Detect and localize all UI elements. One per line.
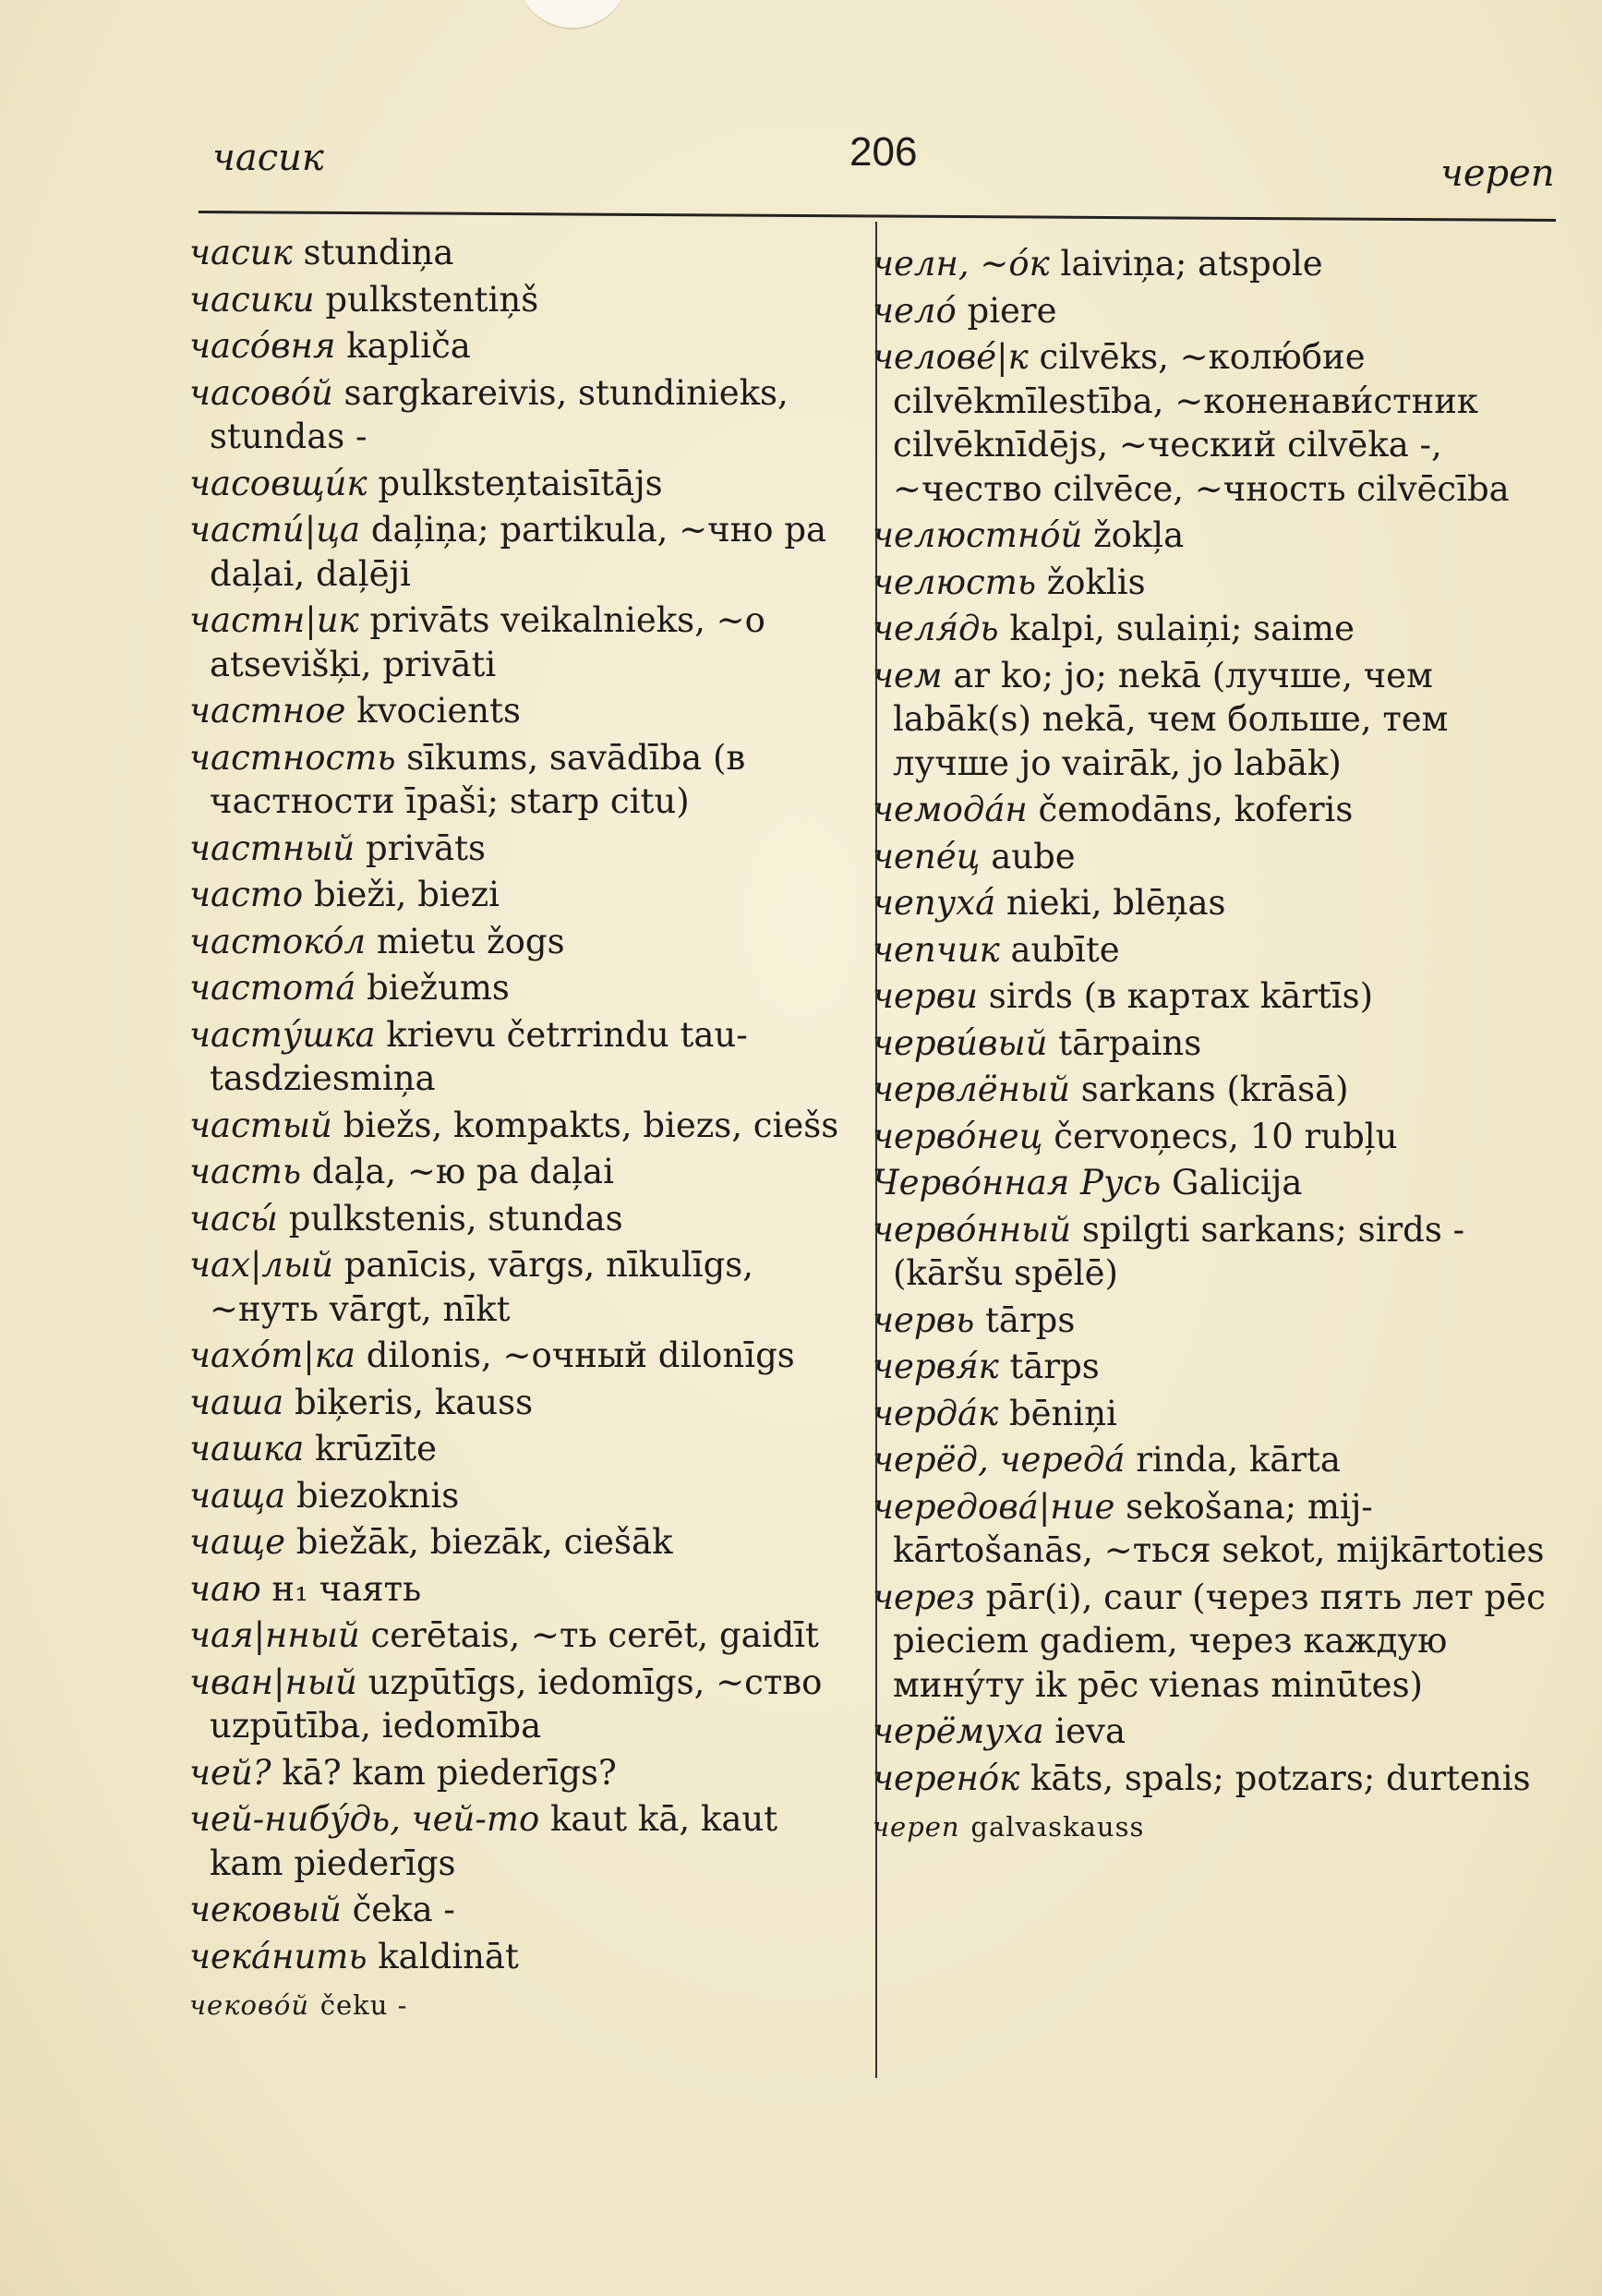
entry-translation: laiviņa; atspole	[1060, 244, 1323, 284]
dictionary-entry	[873, 335, 1556, 511]
entry-headword: чередова́|ние	[873, 1486, 1115, 1527]
entry-headword: чая|нный	[189, 1615, 360, 1655]
dictionary-entry	[189, 1797, 854, 1885]
dictionary-entry	[873, 1710, 1556, 1754]
entry-translation: panīcis, vārgs, nīkulīgs, ~нуть vārgt, nīkt	[210, 1245, 754, 1329]
dictionary-entry	[189, 1661, 854, 1748]
dictionary-entry	[873, 1068, 1556, 1112]
entry-headword: чемода́н	[873, 790, 1028, 829]
entry-headword: черви́вый	[873, 1022, 1048, 1063]
entry-headword: черенóк	[873, 1758, 1020, 1798]
dictionary-entry	[189, 1567, 854, 1612]
dictionary-entry	[873, 835, 1556, 879]
entry-headword: частн|ик	[189, 600, 359, 640]
entry-translation: čeku -	[319, 1989, 408, 2021]
entry-translation: daļa, ~ю pa daļai	[311, 1152, 614, 1191]
dictionary-entry	[873, 974, 1556, 1019]
dictionary-entry	[189, 231, 854, 275]
entry-headword: червлёный	[873, 1069, 1070, 1109]
header-left-guide-word: часик	[212, 137, 324, 179]
entry-translation: kvocients	[356, 691, 521, 731]
entry-translation: žoklis	[1046, 562, 1146, 602]
entry-headword: челн, ~о́к	[873, 244, 1050, 284]
entry-headword: чахо́т|ка	[189, 1335, 355, 1375]
entry-headword: червóнный	[873, 1209, 1072, 1250]
entry-headword: челове́|к	[873, 337, 1029, 377]
entry-headword: часики	[189, 279, 315, 320]
dictionary-entry	[189, 324, 854, 369]
entry-translation: sargkareivis, stundinieks, stundas -	[210, 372, 789, 456]
entry-headword: черда́к	[873, 1393, 999, 1433]
dictionary-entry	[189, 1013, 854, 1101]
dictionary-entry	[189, 278, 854, 322]
entry-translation: kapliča	[346, 326, 471, 366]
entry-headword: часовщи́к	[189, 463, 367, 503]
entry-headword: частоко́л	[189, 921, 367, 961]
entry-headword: через	[873, 1577, 975, 1617]
entry-headword: часо́вня	[189, 326, 336, 366]
dictionary-entry	[189, 462, 854, 506]
entry-headword: черёмуха	[873, 1711, 1044, 1751]
entry-translation: tārpains	[1058, 1022, 1202, 1063]
entry-translation: sīkums, savādība (в частности īpaši; starp citu)	[210, 737, 746, 821]
entry-headword: частность	[189, 737, 396, 778]
entry-headword: чаща	[189, 1475, 286, 1516]
entry-headword: челюстно́й	[873, 515, 1083, 555]
dictionary-entry	[189, 1427, 854, 1471]
entry-translation: mietu žogs	[376, 921, 565, 961]
entry-headword: челюсть	[873, 562, 1036, 602]
entry-translation: žokļa	[1093, 515, 1185, 555]
dictionary-entry	[873, 1485, 1556, 1573]
entry-headword: часы́	[189, 1198, 278, 1239]
entry-translation: krievu četrrindu tautasdziesmiņa	[210, 1014, 748, 1098]
entry-headword: чаша	[189, 1382, 284, 1422]
dictionary-entry	[189, 1381, 854, 1425]
entry-translation: biežums	[367, 968, 510, 1008]
entry-translation: dilonis, ~очный dilonīgs	[366, 1335, 795, 1375]
entry-headword: чей?	[189, 1752, 271, 1793]
dictionary-entry	[189, 1334, 854, 1378]
entry-translation: červoņecs, 10 rubļu	[1054, 1116, 1398, 1156]
dictionary-entry	[873, 1299, 1556, 1343]
entry-headword: чаю	[189, 1568, 261, 1609]
dictionary-entry	[873, 1757, 1556, 1801]
entry-translation: biķeris, kauss	[294, 1382, 534, 1422]
entry-translation: Galicija	[1172, 1163, 1303, 1202]
entry-translation: ieva	[1054, 1711, 1126, 1751]
entry-headword: Червóнная Русь	[873, 1163, 1162, 1202]
dictionary-entry	[189, 1981, 854, 2028]
dictionary-entry	[189, 920, 854, 964]
dictionary-entry	[189, 1104, 854, 1148]
entry-translation: galvaskauss	[970, 1811, 1145, 1843]
dictionary-entry	[189, 1935, 854, 1979]
entry-headword: чей-нибу́дь, чей-то	[189, 1799, 540, 1839]
dictionary-entry	[189, 689, 854, 733]
dictionary-entry	[873, 788, 1556, 832]
dictionary-entry	[873, 1161, 1556, 1205]
dictionary-entry	[873, 1345, 1556, 1389]
dictionary-entry	[873, 289, 1556, 333]
entry-headword: череп	[873, 1811, 960, 1843]
entry-headword: челя́дь	[873, 609, 999, 648]
entry-translation: kā? kam piederīgs?	[282, 1752, 617, 1793]
entry-headword: червь	[873, 1299, 975, 1340]
header-right-guide-word: череп	[1440, 152, 1555, 195]
dictionary-entry	[873, 561, 1556, 605]
entry-headword: чван|ный	[189, 1662, 357, 1702]
dictionary-entry	[189, 1888, 854, 1932]
dictionary-entry	[873, 1115, 1556, 1159]
dictionary-entry	[873, 607, 1556, 651]
entry-headword: черви	[873, 976, 978, 1016]
dictionary-entry	[873, 1208, 1556, 1296]
entry-headword: часту́шка	[189, 1014, 376, 1055]
entry-translation: uzpūtīgs, iedomīgs, ~ство uzpūtība, iedomība	[210, 1662, 823, 1746]
dictionary-entry	[873, 1392, 1556, 1436]
entry-headword: частота́	[189, 968, 356, 1008]
dictionary-entry	[873, 514, 1556, 558]
entry-headword: чековый	[189, 1890, 342, 1929]
entry-headword: частное	[189, 691, 346, 731]
entry-translation: spilgti sarkans; sirds - (kāršu spēlē)	[893, 1209, 1465, 1293]
entry-headword: черёд, череда́	[873, 1440, 1126, 1480]
dictionary-entry	[189, 1243, 854, 1331]
entry-headword: часово́й	[189, 372, 333, 413]
entry-translation: н₁ чаять	[271, 1568, 422, 1609]
entry-translation: krūzīte	[315, 1429, 438, 1468]
dictionary-entry	[873, 881, 1556, 925]
entry-headword: чепе́ц	[873, 836, 981, 876]
entry-headword: часть	[189, 1152, 302, 1191]
entry-translation: biežāk, biezāk, ciešāk	[295, 1522, 673, 1562]
entry-translation: sekošana; mijkārtošanās, ~ться sekot, mijkārtoties	[893, 1486, 1545, 1570]
entry-translation: sarkans (krāsā)	[1080, 1069, 1349, 1109]
entry-headword: червя́к	[873, 1347, 999, 1386]
dictionary-entry	[873, 1576, 1556, 1708]
entry-translation: čemodāns, koferis	[1038, 790, 1354, 829]
left-column	[189, 231, 854, 2031]
dictionary-entry	[189, 1520, 854, 1565]
page-header	[0, 120, 1602, 212]
entry-headword: чека́нить	[189, 1936, 367, 1976]
entry-translation: daļiņa; partikula, ~чно pa daļai, daļēji	[210, 510, 827, 594]
entry-translation: kāts, spals; potzars; durtenis	[1030, 1758, 1531, 1798]
dictionary-entry	[873, 1803, 1556, 1850]
dictionary-entry	[189, 1474, 854, 1518]
entry-translation: pār(i), caur (через пять лет pēc pieciem gadiem, через каждую мину́ту ik pēc vienas minūtes)	[893, 1577, 1546, 1705]
entry-translation: cilvēks, ~колю́бие cilvēkmīlestība, ~коненави́стник cilvēknīdējs, ~ческий cilvēka -, ~чество cilvēce, ~чность cilvēcība	[893, 337, 1510, 509]
dictionary-entry	[873, 242, 1556, 286]
entry-translation: aube	[991, 836, 1076, 876]
dictionary-entry	[189, 873, 854, 917]
entry-translation: pulkstentiņš	[325, 279, 539, 320]
entry-headword: части́|ца	[189, 510, 361, 550]
dictionary-entry	[189, 736, 854, 824]
right-column	[873, 242, 1556, 1853]
dictionary-entry	[189, 1197, 854, 1241]
dictionary-entry	[189, 598, 854, 686]
entry-translation: biežs, kompakts, biezs, ciešs	[343, 1105, 839, 1145]
entry-headword: чепчик	[873, 929, 1000, 970]
entry-headword: частный	[189, 828, 355, 868]
entry-headword: чеково́й	[189, 1989, 309, 2021]
entry-translation: pulkstenis, stundas	[288, 1198, 623, 1239]
dictionary-entry	[873, 1021, 1556, 1066]
entry-translation: biezoknis	[295, 1475, 460, 1516]
entry-headword: частый	[189, 1105, 332, 1145]
dictionary-entry	[189, 1751, 854, 1795]
entry-translation: privāts veikalnieks, ~о atsevišķi, privāti	[210, 600, 765, 684]
entry-translation: pulksteņtaisītājs	[378, 463, 663, 503]
entry-headword: часик	[189, 233, 293, 272]
entry-translation: piere	[967, 290, 1057, 331]
entry-translation: kaldināt	[378, 1936, 519, 1976]
entry-headword: червóнец	[873, 1116, 1043, 1156]
entry-headword: чах|лый	[189, 1245, 333, 1285]
entry-translation: bēniņi	[1008, 1393, 1117, 1433]
entry-headword: чашка	[189, 1429, 305, 1468]
entry-translation: rinda, kārta	[1136, 1440, 1341, 1480]
entry-translation: čeka -	[352, 1890, 455, 1929]
page-number: 206	[849, 129, 918, 175]
entry-translation: ar ko; jo; nekā (лучше, чем labāk(s) nekā, чем больше, тем лучше jo vairāk, jo labāk)	[893, 655, 1449, 783]
entry-translation: aubīte	[1010, 929, 1120, 970]
dictionary-entry	[873, 1438, 1556, 1482]
entry-headword: чело́	[873, 290, 957, 331]
entry-translation: kalpi, sulaiņi; saime	[1009, 609, 1355, 648]
entry-translation: privāts	[365, 828, 487, 868]
entry-headword: чем	[873, 655, 943, 695]
dictionary-entry	[189, 1613, 854, 1658]
dictionary-entry	[189, 508, 854, 596]
entry-headword: чепуха́	[873, 883, 996, 923]
entry-translation: sirds (в картах kārtīs)	[988, 976, 1374, 1016]
entry-translation: stundiņa	[303, 233, 454, 272]
entry-headword: чаще	[189, 1522, 286, 1562]
dictionary-entry	[189, 966, 854, 1010]
entry-headword: часто	[189, 875, 304, 914]
entry-translation: nieki, blēņas	[1006, 883, 1226, 923]
entry-translation: cerētais, ~ть cerēt, gaidīt	[370, 1615, 819, 1655]
dictionary-entry	[189, 1150, 854, 1194]
entry-translation: tārps	[1009, 1347, 1100, 1386]
dictionary-entry	[873, 928, 1556, 973]
dictionary-entry	[189, 371, 854, 459]
entry-translation: kaut kā, kaut kam piederīgs	[210, 1799, 778, 1883]
dictionary-entry	[189, 827, 854, 871]
dictionary-entry	[873, 654, 1556, 786]
entry-translation: tārps	[985, 1299, 1076, 1340]
entry-translation: bieži, biezi	[313, 875, 500, 914]
